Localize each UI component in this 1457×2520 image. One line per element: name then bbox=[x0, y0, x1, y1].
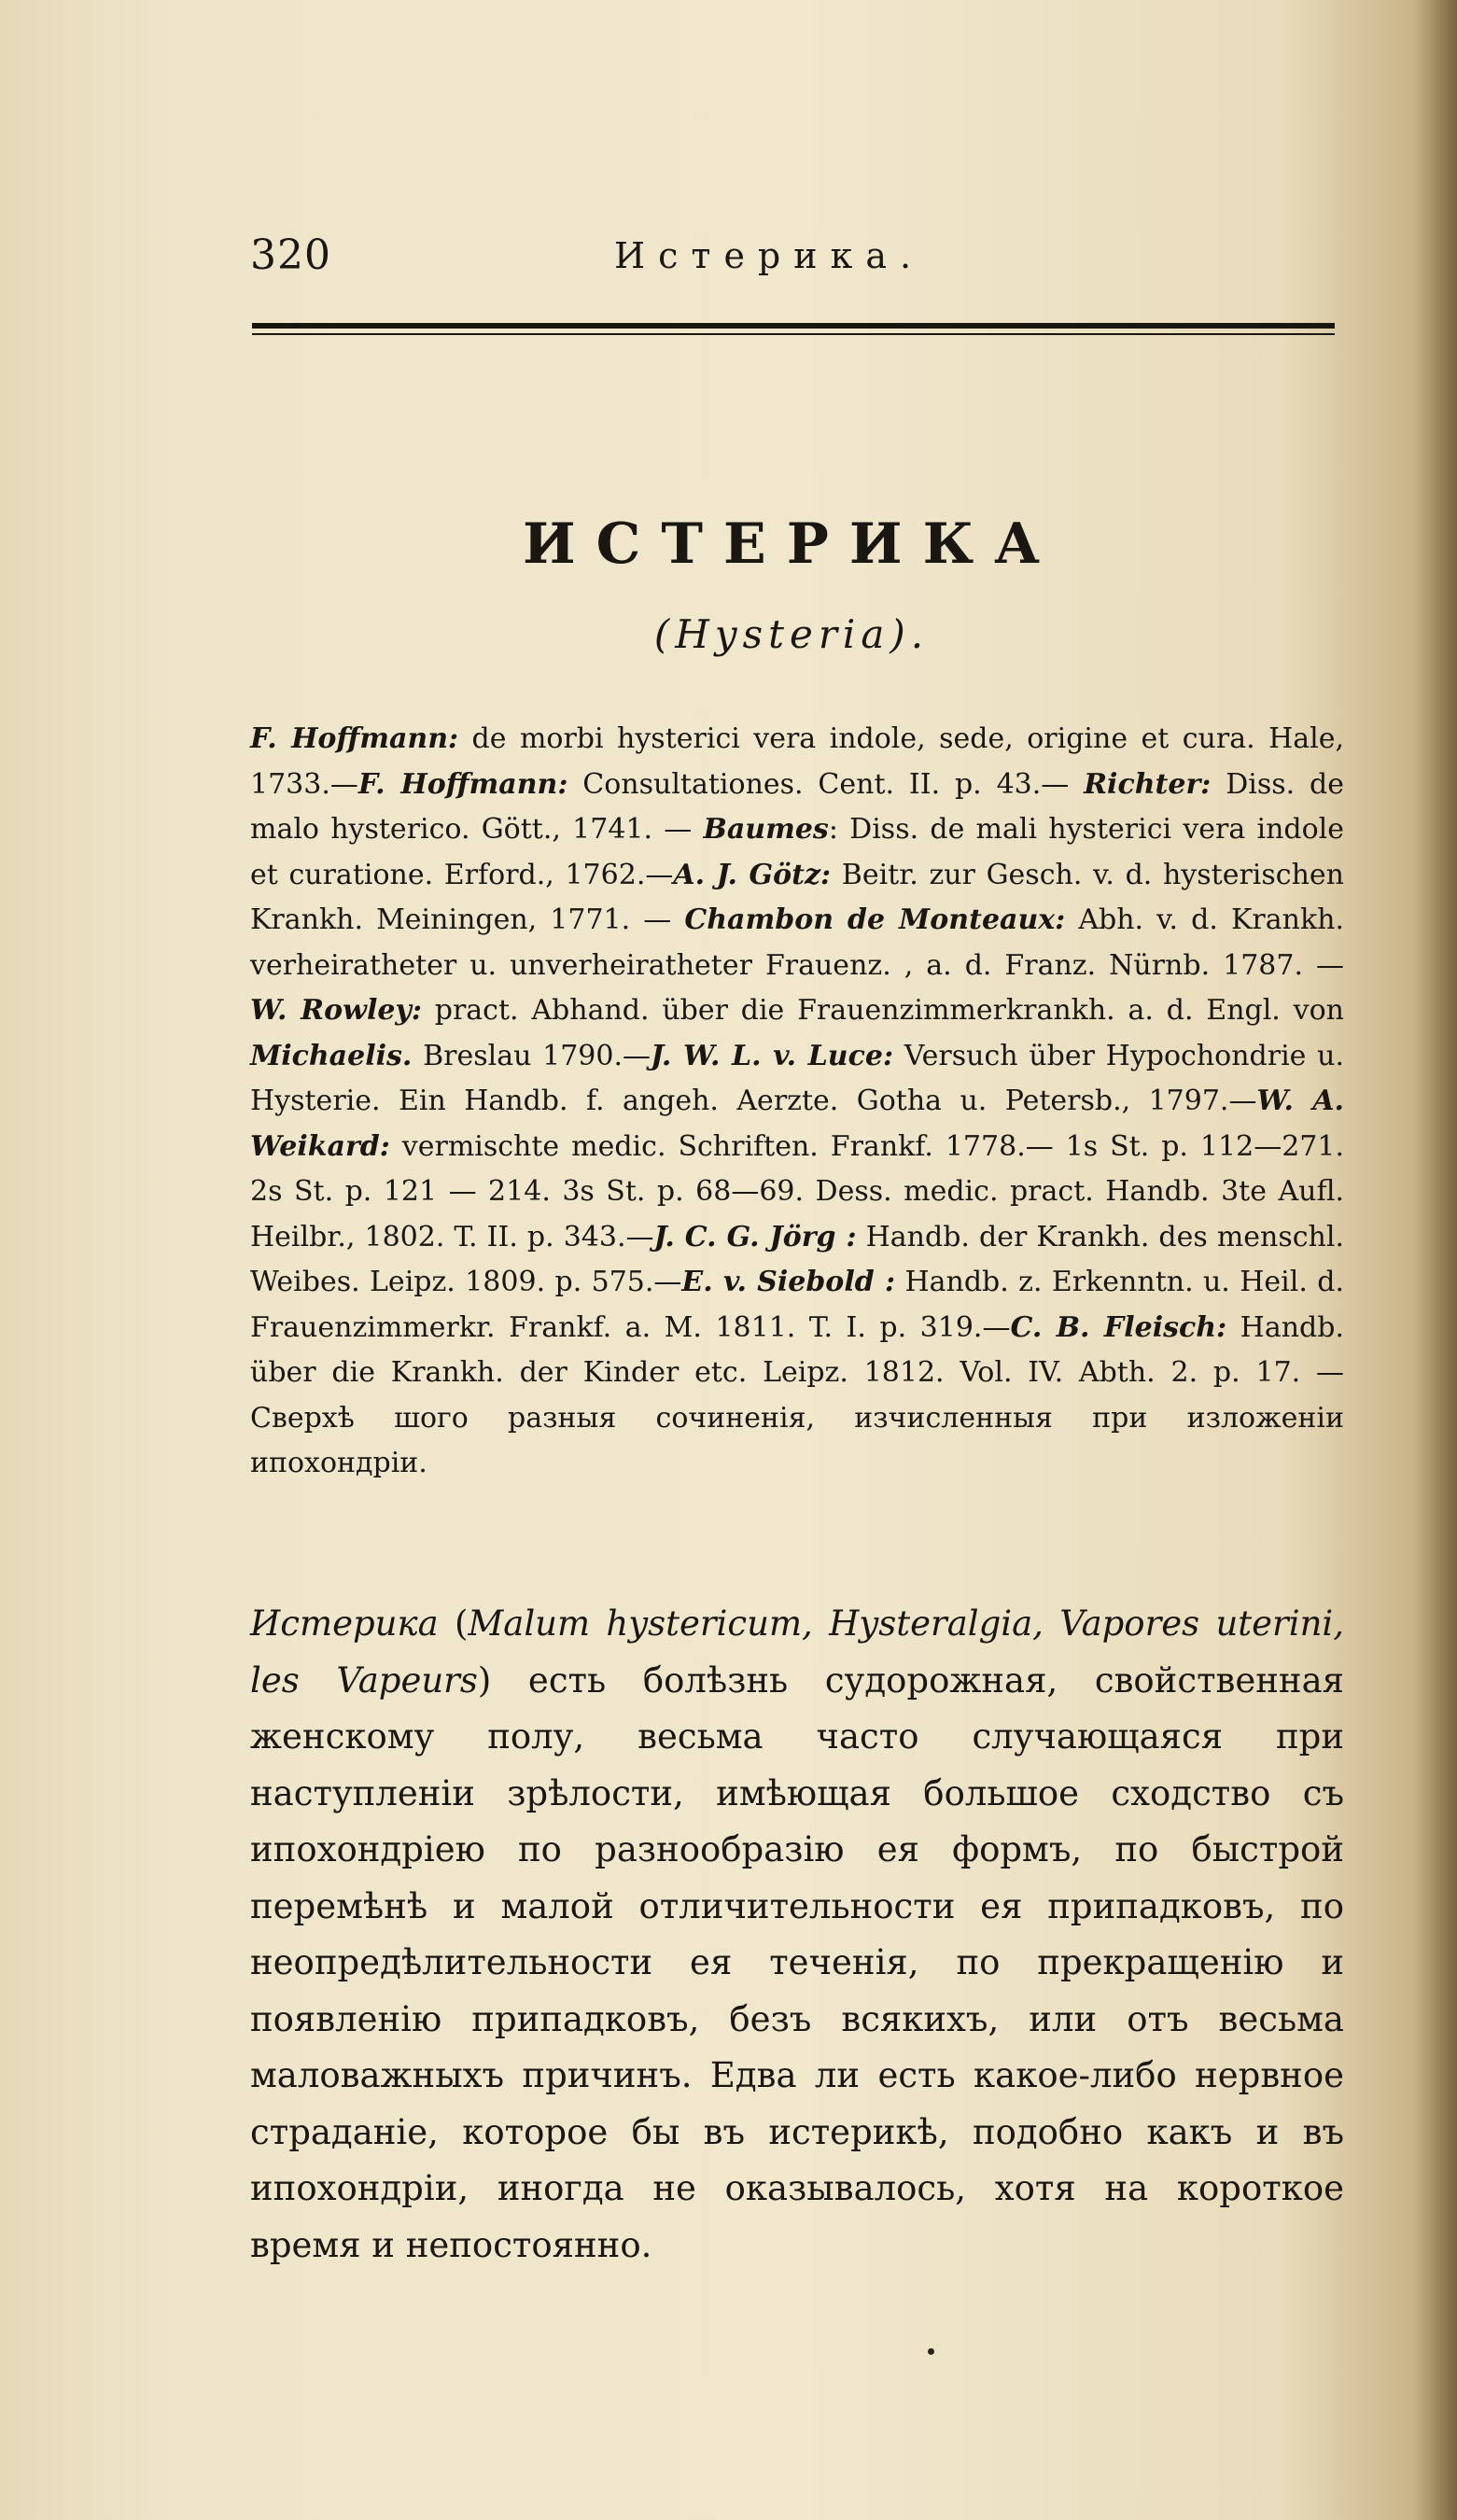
bib-author: J. C. G. Jörg : bbox=[653, 1220, 857, 1253]
bib-author: Michaelis. bbox=[250, 1039, 413, 1072]
latin-synonyms: Malum hystericum, Hysteralgia, Vapores uterini, les Vapeurs bbox=[250, 1603, 1345, 1701]
bib-text: de morbi hysterici vera indole, sede, origine et cura. Hale, 1733.— bbox=[250, 722, 1345, 801]
running-head: Истерика. bbox=[614, 235, 925, 276]
bib-text: Beitr. zur Gesch. v. d. hysterischen Krankh. Meiningen, 1771. — bbox=[250, 858, 1344, 936]
bib-text: Abh. v. d. Krankh. verheiratheter u. unverheiratheter Frauenz. , a. d. Franz. Nürnb. 1787. — bbox=[250, 903, 1344, 982]
bib-author: E. v. Siebold : bbox=[681, 1266, 896, 1298]
bib-text: Versuch über Hypochondrie u. Hysterie. Ein Handb. f. angeh. Aerzte. Gotha u. Petersb., 1797.— bbox=[250, 1039, 1345, 1117]
bib-text: Consultationes. Cent. II. p. 43.— bbox=[567, 767, 1085, 801]
page-speck bbox=[928, 2348, 934, 2355]
header-rule-thick bbox=[252, 323, 1335, 329]
bib-text: Handb. z. Erkenntn. u. Heil. d. Frauenzimmerkr. Frankf. a. M. 1811. T. I. p. 319.— bbox=[250, 1266, 1345, 1344]
term-word: Истерика bbox=[250, 1603, 439, 1644]
bib-text: Handb. über die Krankh. der Kinder etc. Leipz. 1812. Vol. IV. Abth. 2. p. 17. — Сверхѣ шого разныя сочиненія, изчисленныя при изложеніи ипохондріи. bbox=[250, 1310, 1344, 1479]
bibliography-paragraph bbox=[250, 717, 1344, 1487]
bib-author: Chambon de Monteaux: bbox=[684, 903, 1066, 936]
bib-author: W. Rowley: bbox=[250, 994, 422, 1027]
chapter-title: ИСТЕРИКА bbox=[522, 511, 1061, 577]
paren-close: ) bbox=[477, 1659, 492, 1701]
header-rule-thin bbox=[252, 333, 1335, 335]
definition-text: есть болѣзнь судорожная, свойственная женскому полу, весьма часто случающаяся при наступленіи зрѣлости, имѣющая большое сходство съ ипохондріею по разнообразію ея формъ, по быстрой перемѣнѣ и малой отличительности ея припадковъ, по неопредѣлительности ея теченія, по прекращенію и появленію припадковъ, безъ всякихъ, или отъ весьма маловажныхъ причинъ. Едва ли есть какое-либо нервное страданіе, которое бы въ истерикѣ, подобно какъ и въ ипохондріи, иногда не оказывалось, хотя на короткое время и непостоянно. bbox=[250, 1659, 1344, 2265]
bib-author: Baumes bbox=[703, 813, 829, 846]
chapter-subtitle: (Hysteria). bbox=[653, 611, 930, 657]
bib-text: Breslau 1790.— bbox=[412, 1039, 651, 1072]
page-header bbox=[250, 231, 1333, 297]
bib-author: J. W. L. v. Luce: bbox=[651, 1039, 894, 1072]
bib-author: A. J. Götz: bbox=[673, 858, 832, 891]
definition-paragraph bbox=[250, 1596, 1344, 2274]
bib-text: pract. Abhand. über die Frauenzimmerkrankh. a. d. Engl. von bbox=[421, 994, 1344, 1027]
page-number: 320 bbox=[250, 231, 331, 279]
bib-author: C. B. Fleisch: bbox=[1010, 1310, 1227, 1344]
bib-text: Diss. de malo hysterico. Gött., 1741. — bbox=[250, 767, 1344, 846]
bib-text: Handb. der Krankh. des menschl. Weibes. Leipz. 1809. p. 575.— bbox=[250, 1220, 1344, 1298]
paren-open: ( bbox=[438, 1603, 469, 1644]
bib-text: vermischte medic. Schriften. Frankf. 1778.— 1s St. p. 112—271. 2s St. p. 121 — 214. 3s St. p. 68—69. Dess. medic. pract. Handb. 3te Aufl. Heilbr., 1802. T. II. p. 343.— bbox=[250, 1129, 1344, 1253]
bib-author: F. Hoffmann: bbox=[250, 722, 459, 755]
bib-author: W. A. Weikard: bbox=[250, 1085, 1344, 1163]
bib-author: Richter: bbox=[1084, 767, 1212, 801]
bib-text: : Diss. de mali hysterici vera indole et curatione. Erford., 1762.— bbox=[250, 813, 1345, 891]
bib-author: F. Hoffmann: bbox=[357, 767, 568, 801]
